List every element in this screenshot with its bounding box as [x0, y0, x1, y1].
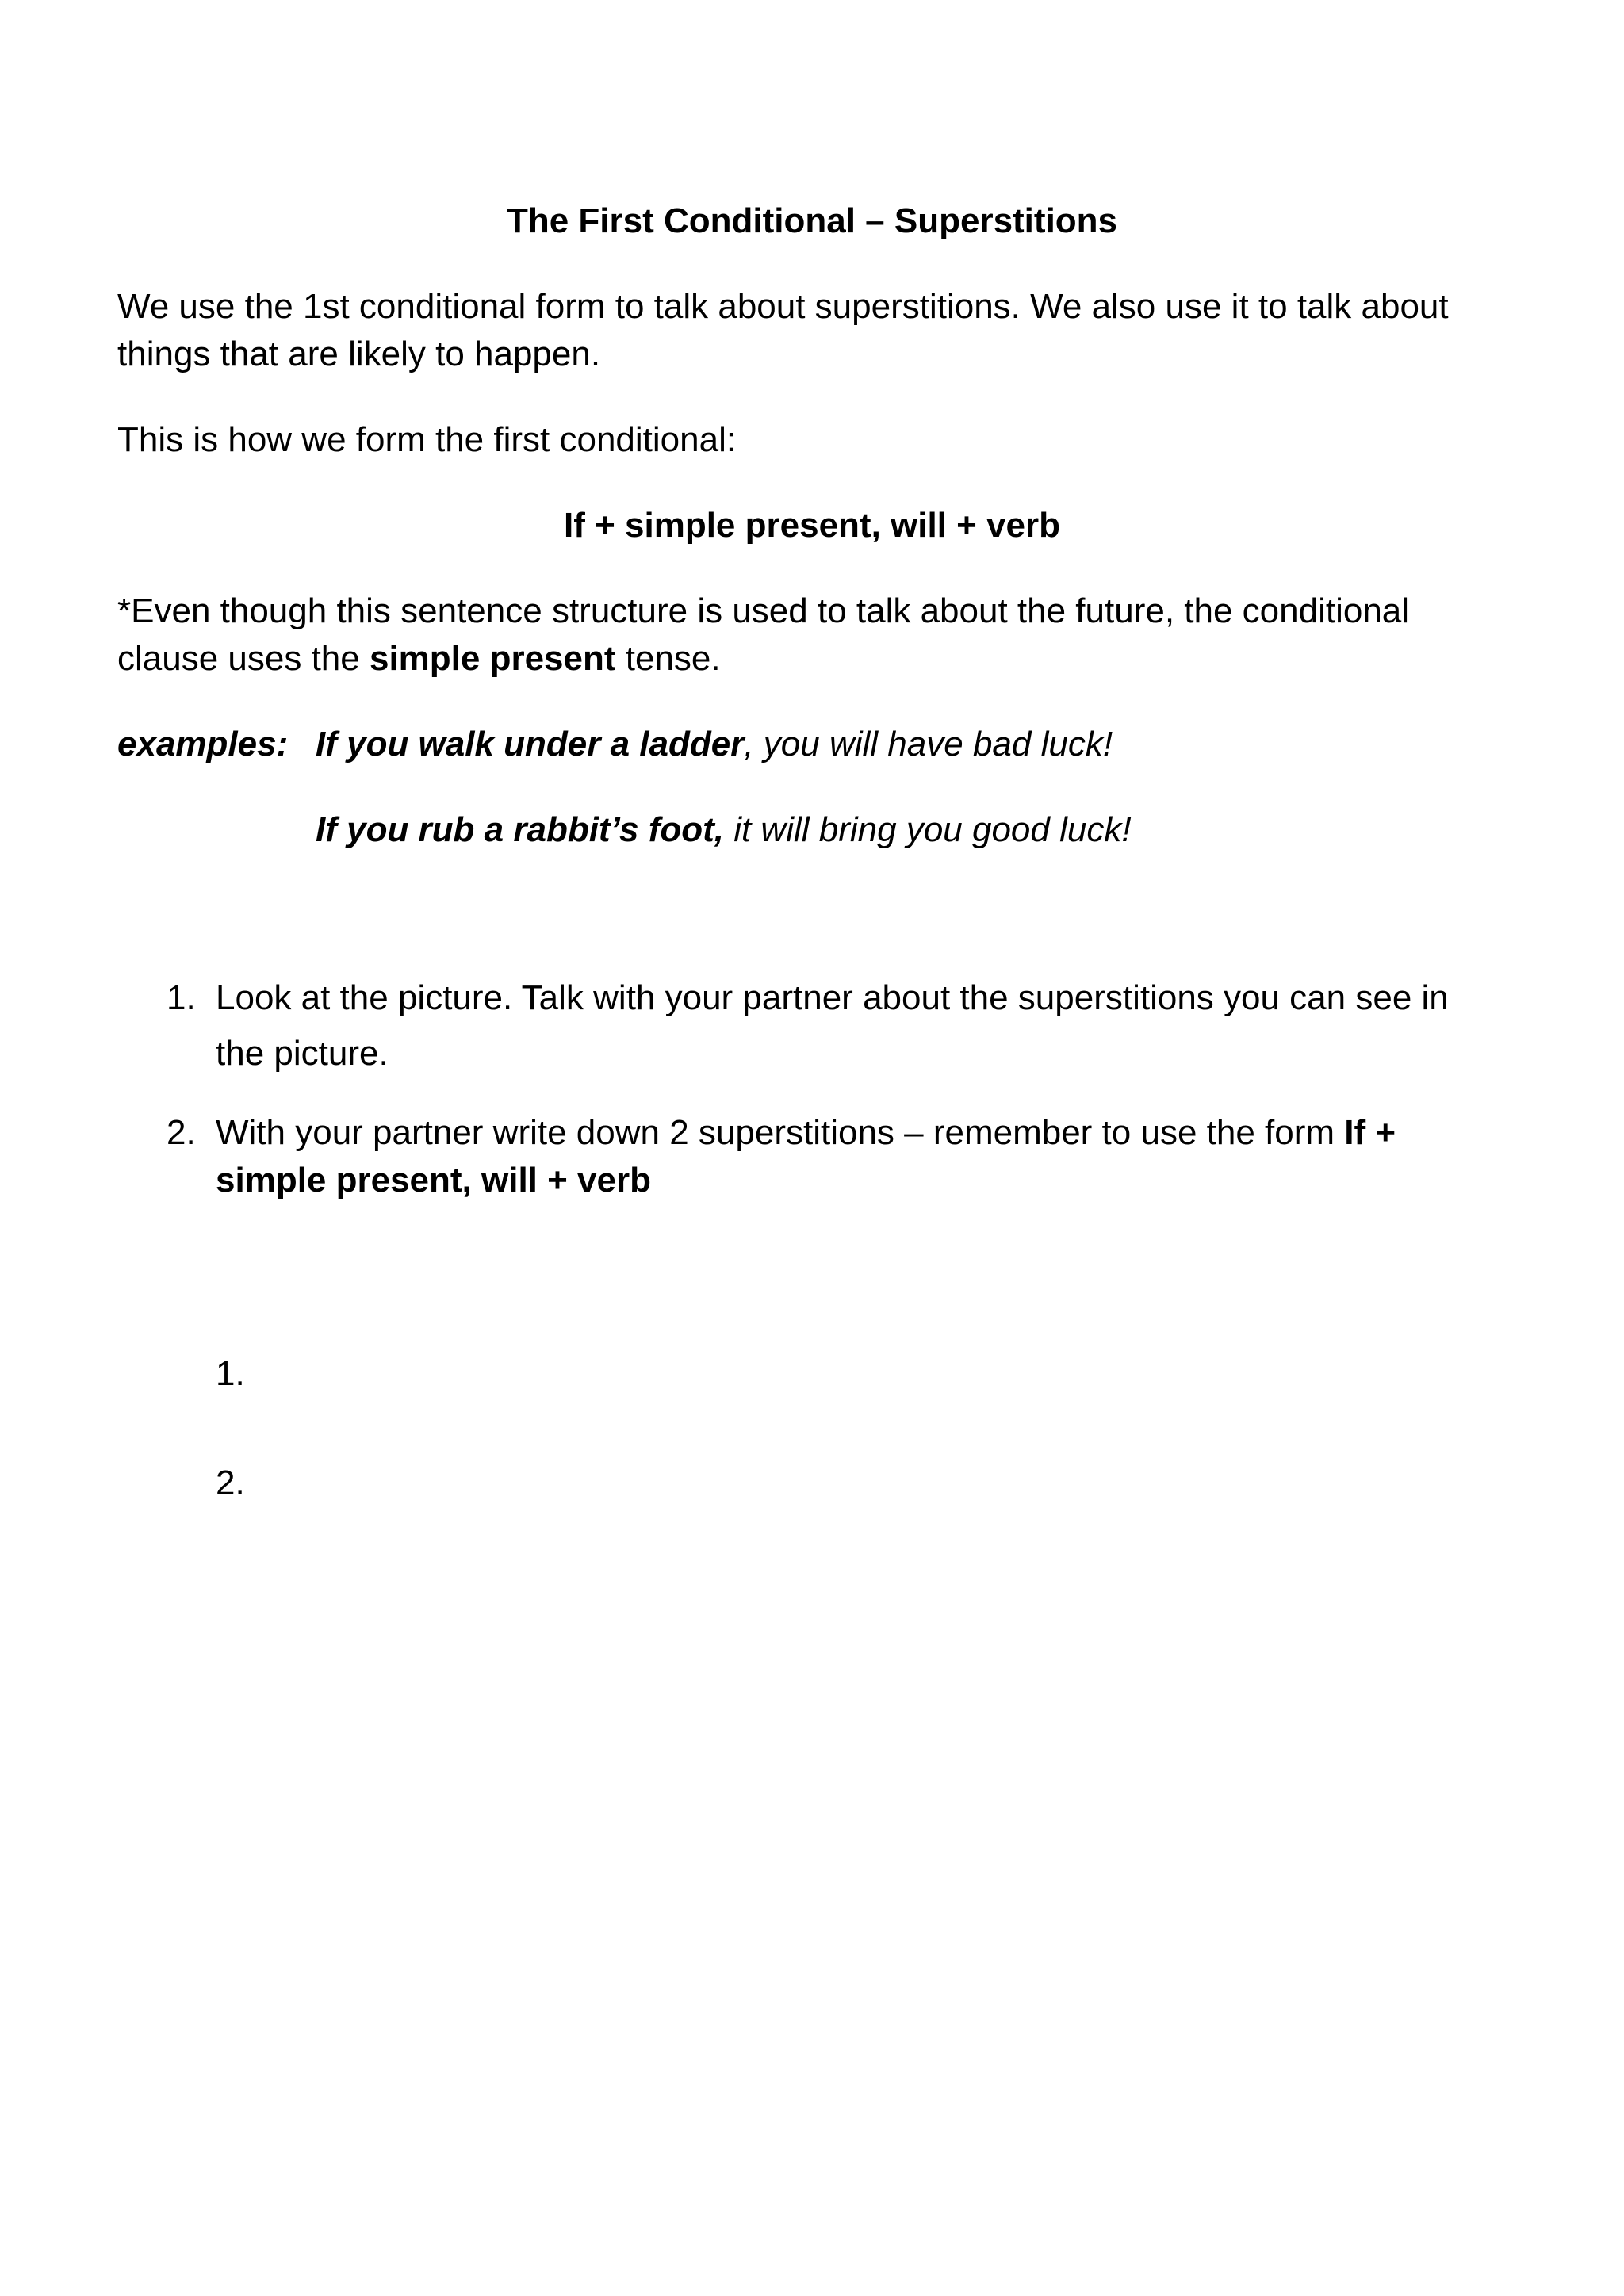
- intro-line-2: things that are likely to happen.: [117, 335, 601, 373]
- answer-2-number: 2.: [216, 1464, 245, 1502]
- note-line-2: [117, 636, 721, 682]
- example-2-result: it will bring you good luck!: [723, 810, 1132, 849]
- examples-label: examples:: [117, 725, 289, 763]
- example-1-condition: If you walk under a ladder: [316, 725, 745, 763]
- task-1-number: 1.: [167, 978, 196, 1017]
- example-2-condition: If you rub a rabbit’s foot,: [316, 810, 724, 849]
- task-1-line-1: Look at the picture. Talk with your partner about the superstitions you can see in: [216, 978, 1449, 1017]
- task-2-formula-start: If +: [1344, 1113, 1396, 1152]
- note-text-post: tense.: [615, 639, 721, 678]
- example-1-result: , you will have bad luck!: [744, 725, 1113, 763]
- task-2-text: With your partner write down 2 superstitions – remember to use the form: [216, 1113, 1345, 1152]
- answer-1-number: 1.: [216, 1354, 245, 1393]
- form-intro: This is how we form the first conditional:: [117, 420, 737, 459]
- example-1: [316, 721, 1113, 767]
- note-text-bold: simple present: [369, 639, 616, 678]
- note-line-1: *Even though this sentence structure is used to talk about the future, the conditional: [117, 591, 1410, 630]
- task-2-number: 2.: [167, 1113, 196, 1152]
- page-title: The First Conditional – Superstitions: [506, 201, 1118, 240]
- note-text-pre: clause uses the: [117, 639, 370, 678]
- formula: If + simple present, will + verb: [563, 506, 1060, 545]
- task-2-line-1: [216, 1110, 1396, 1156]
- task-2-line-2: simple present, will + verb: [216, 1161, 651, 1200]
- example-2: [316, 807, 1132, 853]
- intro-line-1: We use the 1st conditional form to talk about superstitions. We also use it to talk about: [117, 287, 1449, 326]
- task-1-line-2: the picture.: [216, 1034, 389, 1073]
